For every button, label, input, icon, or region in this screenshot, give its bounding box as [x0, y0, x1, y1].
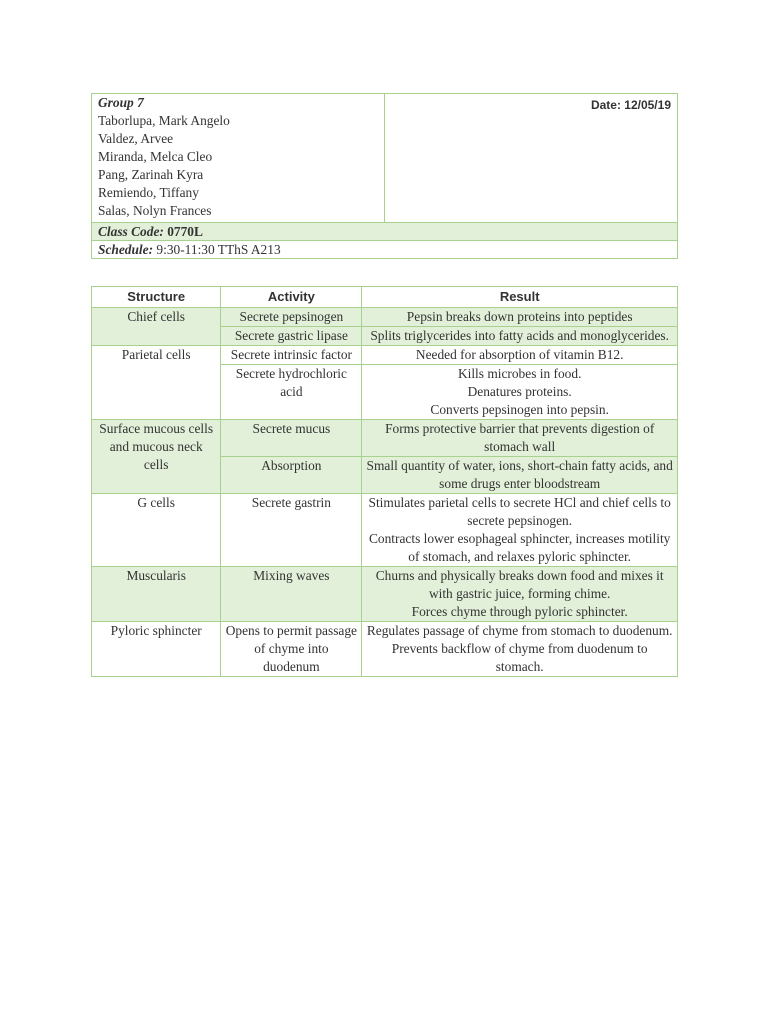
column-header-activity: Activity [221, 287, 362, 308]
structure-cell: Parietal cells [92, 346, 221, 420]
result-cell [362, 327, 678, 346]
table-row [92, 420, 678, 457]
result-line: Converts pepsinogen into pepsin. [430, 402, 609, 417]
table-row [92, 622, 678, 677]
result-cell [362, 622, 678, 677]
result-cell [362, 346, 678, 365]
header-table [91, 93, 678, 259]
result-line: Denatures proteins. [467, 384, 572, 399]
schedule-cell [92, 241, 678, 259]
structure-cell: Pyloric sphincter [92, 622, 221, 677]
result-cell [362, 420, 678, 457]
result-line: Kills microbes in food. [457, 366, 582, 381]
structure-cell: Surface mucous cells and mucous neck cells [92, 420, 221, 494]
member-name: Miranda, Melca Cleo [98, 149, 213, 164]
schedule-value: 9:30-11:30 TThS A213 [156, 242, 281, 257]
result-cell [362, 308, 678, 327]
date-cell [385, 94, 678, 223]
stomach-functions-table [91, 286, 678, 677]
result-line: Contracts lower esophageal sphincter, increases motility of stomach, and relaxes pyloric sphincter. [368, 531, 671, 564]
group-members-cell [92, 94, 385, 223]
structure-cell: G cells [92, 494, 221, 567]
member-name: Remiendo, Tiffany [98, 185, 199, 200]
result-line: Regulates passage of chyme from stomach to duodenum. [366, 623, 673, 638]
result-line: Splits triglycerides into fatty acids and monoglycerides. [370, 328, 669, 343]
member-name: Taborlupa, Mark Angelo [98, 113, 230, 128]
class-code-label: Class Code: [98, 224, 164, 239]
schedule-label: Schedule: [98, 242, 154, 257]
member-name: Valdez, Arvee [98, 131, 174, 146]
result-line: Prevents backflow of chyme from duodenum to stomach. [391, 641, 648, 674]
column-header-structure: Structure [92, 287, 221, 308]
table-row [92, 567, 678, 622]
result-line: Small quantity of water, ions, short-chain fatty acids, and some drugs enter bloodstream [366, 458, 673, 491]
result-line: Needed for absorption of vitamin B12. [415, 347, 624, 362]
result-line: Pepsin breaks down proteins into peptides [406, 309, 633, 324]
activity-cell: Secrete pepsinogen [221, 308, 362, 327]
table-row [92, 308, 678, 327]
activity-cell: Opens to permit passage of chyme into duodenum [221, 622, 362, 677]
column-header-result: Result [362, 287, 678, 308]
result-line: Forms protective barrier that prevents digestion of stomach wall [385, 421, 655, 454]
table-row [92, 494, 678, 567]
activity-cell: Secrete hydrochloric acid [221, 365, 362, 420]
result-cell [362, 457, 678, 494]
result-line: Churns and physically breaks down food and mixes it with gastric juice, forming chime. [375, 568, 664, 601]
activity-cell: Secrete gastric lipase [221, 327, 362, 346]
table-header-row [92, 287, 678, 308]
class-code-value: 0770L [167, 224, 203, 239]
table-row [92, 346, 678, 365]
activity-cell: Secrete gastrin [221, 494, 362, 567]
member-name: Salas, Nolyn Frances [98, 203, 212, 218]
structure-cell: Chief cells [92, 308, 221, 346]
activity-cell: Secrete mucus [221, 420, 362, 457]
result-cell [362, 567, 678, 622]
result-line: Stimulates parietal cells to secrete HCl and chief cells to secrete pepsinogen. [368, 495, 671, 528]
structure-cell: Muscularis [92, 567, 221, 622]
activity-cell: Absorption [221, 457, 362, 494]
result-cell [362, 494, 678, 567]
result-cell [362, 365, 678, 420]
activity-cell: Secrete intrinsic factor [221, 346, 362, 365]
activity-cell: Mixing waves [221, 567, 362, 622]
result-line: Forces chyme through pyloric sphincter. [411, 604, 628, 619]
group-title: Group 7 [98, 95, 144, 110]
date-text: Date: 12/05/19 [590, 98, 671, 112]
class-code-cell [92, 223, 678, 241]
member-name: Pang, Zarinah Kyra [98, 167, 204, 182]
